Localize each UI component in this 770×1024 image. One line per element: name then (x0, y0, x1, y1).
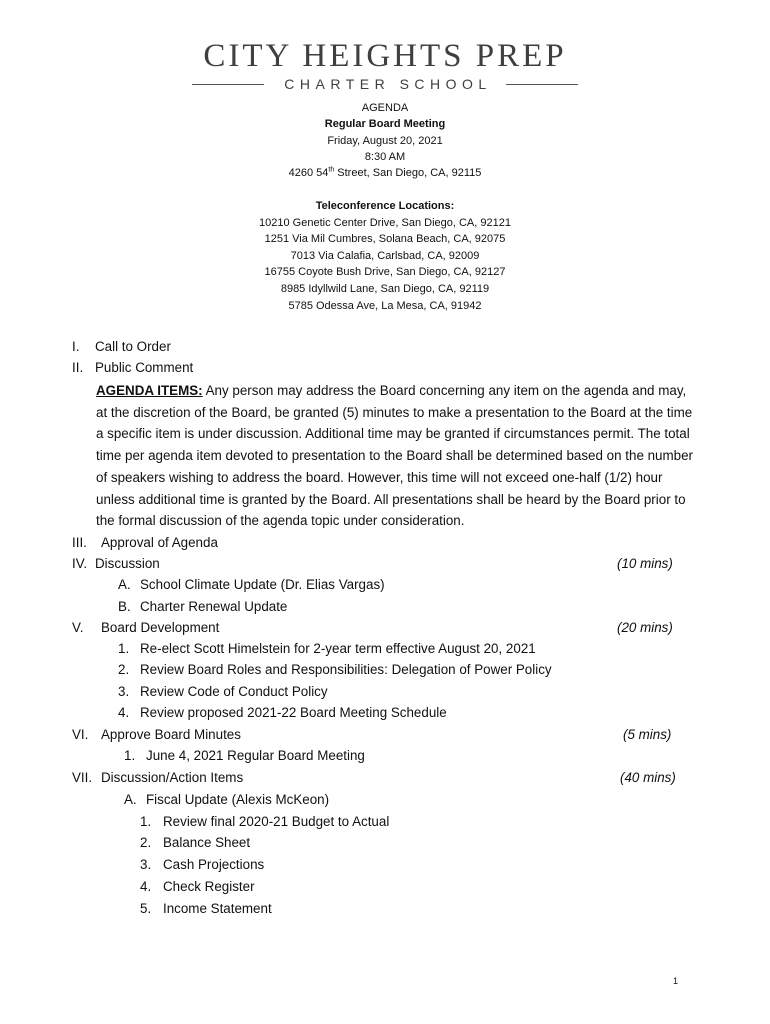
sub-item-number: 1. (124, 748, 136, 763)
meeting-time: 8:30 AM (364, 150, 406, 163)
agenda-item-approve-minutes (72, 725, 241, 745)
time-allocation: (40 mins) (620, 770, 676, 785)
page-number: 1 (673, 976, 679, 986)
fiscal-sub-item (140, 855, 264, 875)
sub-item (118, 597, 287, 617)
public-comment-paragraph (96, 380, 696, 532)
sub-item-number: B. (118, 599, 131, 614)
sub-item (118, 660, 552, 680)
fiscal-sub-item (140, 812, 389, 832)
address-rest: Street, San Diego, CA, 92115 (334, 167, 482, 180)
item-number: IV. (72, 556, 88, 571)
sub-item-number: 2. (140, 835, 152, 850)
teleconference-locations (0, 198, 770, 314)
meeting-type: Regular Board Meeting (324, 118, 446, 131)
logo-rule-right (506, 84, 578, 85)
fiscal-sub-item (140, 899, 272, 919)
logo-title: CITY HEIGHTS PREP (203, 38, 567, 74)
sub-item (124, 746, 365, 766)
location-item: 1251 Via Mil Cumbres, Solana Beach, CA, 92075 (264, 233, 506, 246)
sub-item-number: 3. (140, 857, 152, 872)
sub-item-number: 3. (118, 684, 130, 699)
fiscal-sub-item (140, 833, 250, 853)
time-allocation: (20 mins) (617, 620, 673, 635)
item-label: Board Development (101, 620, 220, 635)
agenda-items-lead: AGENDA ITEMS: (96, 383, 203, 398)
location-item: 5785 Odessa Ave, La Mesa, CA, 91942 (288, 299, 482, 312)
sub-item-label: Cash Projections (163, 857, 265, 872)
school-logo (0, 38, 770, 92)
sub-item (118, 575, 385, 595)
sub-item-number: 1. (118, 641, 130, 656)
location-item: 8985 Idyllwild Lane, San Diego, CA, 92119 (280, 282, 490, 295)
sub-item-number: 4. (118, 705, 130, 720)
address-suffix: th (328, 166, 335, 174)
sub-item-number: A. (124, 792, 137, 807)
sub-item-number: 1. (140, 814, 152, 829)
location-item: 7013 Via Calafia, Carlsbad, CA, 92009 (290, 249, 480, 262)
agenda-item-public-comment (72, 358, 193, 378)
sub-item-label: Review Code of Conduct Policy (140, 684, 328, 699)
item-label: Approval of Agenda (101, 535, 218, 550)
item-label: Call to Order (95, 339, 171, 354)
item-label: Approve Board Minutes (101, 727, 241, 742)
logo-subtitle: CHARTER SCHOOL (284, 76, 492, 92)
item-label: Public Comment (95, 360, 194, 375)
item-label: Discussion (95, 556, 160, 571)
item-number: VII. (72, 770, 93, 785)
item-number: III. (72, 535, 87, 550)
meeting-date: Friday, August 20, 2021 (327, 134, 443, 147)
agenda-item-board-development (72, 618, 219, 638)
sub-item-label: Fiscal Update (Alexis McKeon) (146, 792, 330, 807)
item-number: V. (72, 620, 84, 635)
sub-item-label: Income Statement (163, 901, 272, 916)
item-number: VI. (72, 727, 89, 742)
sub-item-number: 2. (118, 662, 130, 677)
agenda-item-approval (72, 533, 218, 553)
logo-subtitle-row (0, 76, 770, 92)
sub-item-label: Re-elect Scott Himelstein for 2-year term effective August 20, 2021 (140, 641, 536, 656)
sub-item (118, 703, 447, 723)
logo-rule-left (192, 84, 264, 85)
fiscal-sub-item (140, 877, 255, 897)
sub-item-label: Charter Renewal Update (140, 599, 288, 614)
time-allocation: (5 mins) (623, 727, 672, 742)
meeting-header (0, 100, 770, 181)
public-comment-text: Any person may address the Board concerning any item on the agenda and may, at the discretion of the Board, be granted (5) minutes to make a presentation to the Board at the time a specific item is under discussion. Additional time may be granted if circumstances permit. The total time per agenda item devoted to presentation to the Board shall be determined based on the number of speakers wishing to address the board. However, this time will not exceed one-half (1/2) hour unless additional time is granted by the Board. All presentations shall be heard by the Board prior to the formal discussion of the agenda topic under consideration. (96, 383, 694, 529)
meeting-address (0, 165, 770, 181)
sub-item-number: A. (118, 577, 131, 592)
sub-item-number: 5. (140, 901, 152, 916)
sub-item-label: Balance Sheet (163, 835, 251, 850)
sub-item-label: Review final 2020-21 Budget to Actual (163, 814, 390, 829)
address-number: 4260 54 (288, 167, 329, 180)
teleconference-heading: Teleconference Locations: (315, 200, 455, 212)
item-label: Discussion/Action Items (101, 770, 244, 785)
sub-item-label: Check Register (163, 879, 255, 894)
location-item: 10210 Genetic Center Drive, San Diego, CA, 92121 (259, 216, 511, 229)
sub-item (118, 639, 536, 659)
sub-item (118, 682, 328, 702)
item-number: I. (72, 339, 80, 354)
agenda-item-call-to-order (72, 337, 171, 357)
sub-item-label: Review Board Roles and Responsibilities: Delegation of Power Policy (140, 662, 552, 677)
sub-item-label: June 4, 2021 Regular Board Meeting (146, 748, 365, 763)
sub-item-number: 4. (140, 879, 152, 894)
agenda-item-discussion (72, 554, 160, 574)
agenda-label: AGENDA (361, 102, 409, 114)
item-number: II. (72, 360, 84, 375)
time-allocation: (10 mins) (617, 556, 673, 571)
sub-item-label: Review proposed 2021-22 Board Meeting Schedule (140, 705, 447, 720)
location-item: 16755 Coyote Bush Drive, San Diego, CA, 92127 (264, 266, 506, 279)
agenda-item-discussion-action (72, 768, 243, 788)
sub-item (124, 790, 329, 810)
sub-item-label: School Climate Update (Dr. Elias Vargas) (140, 577, 385, 592)
